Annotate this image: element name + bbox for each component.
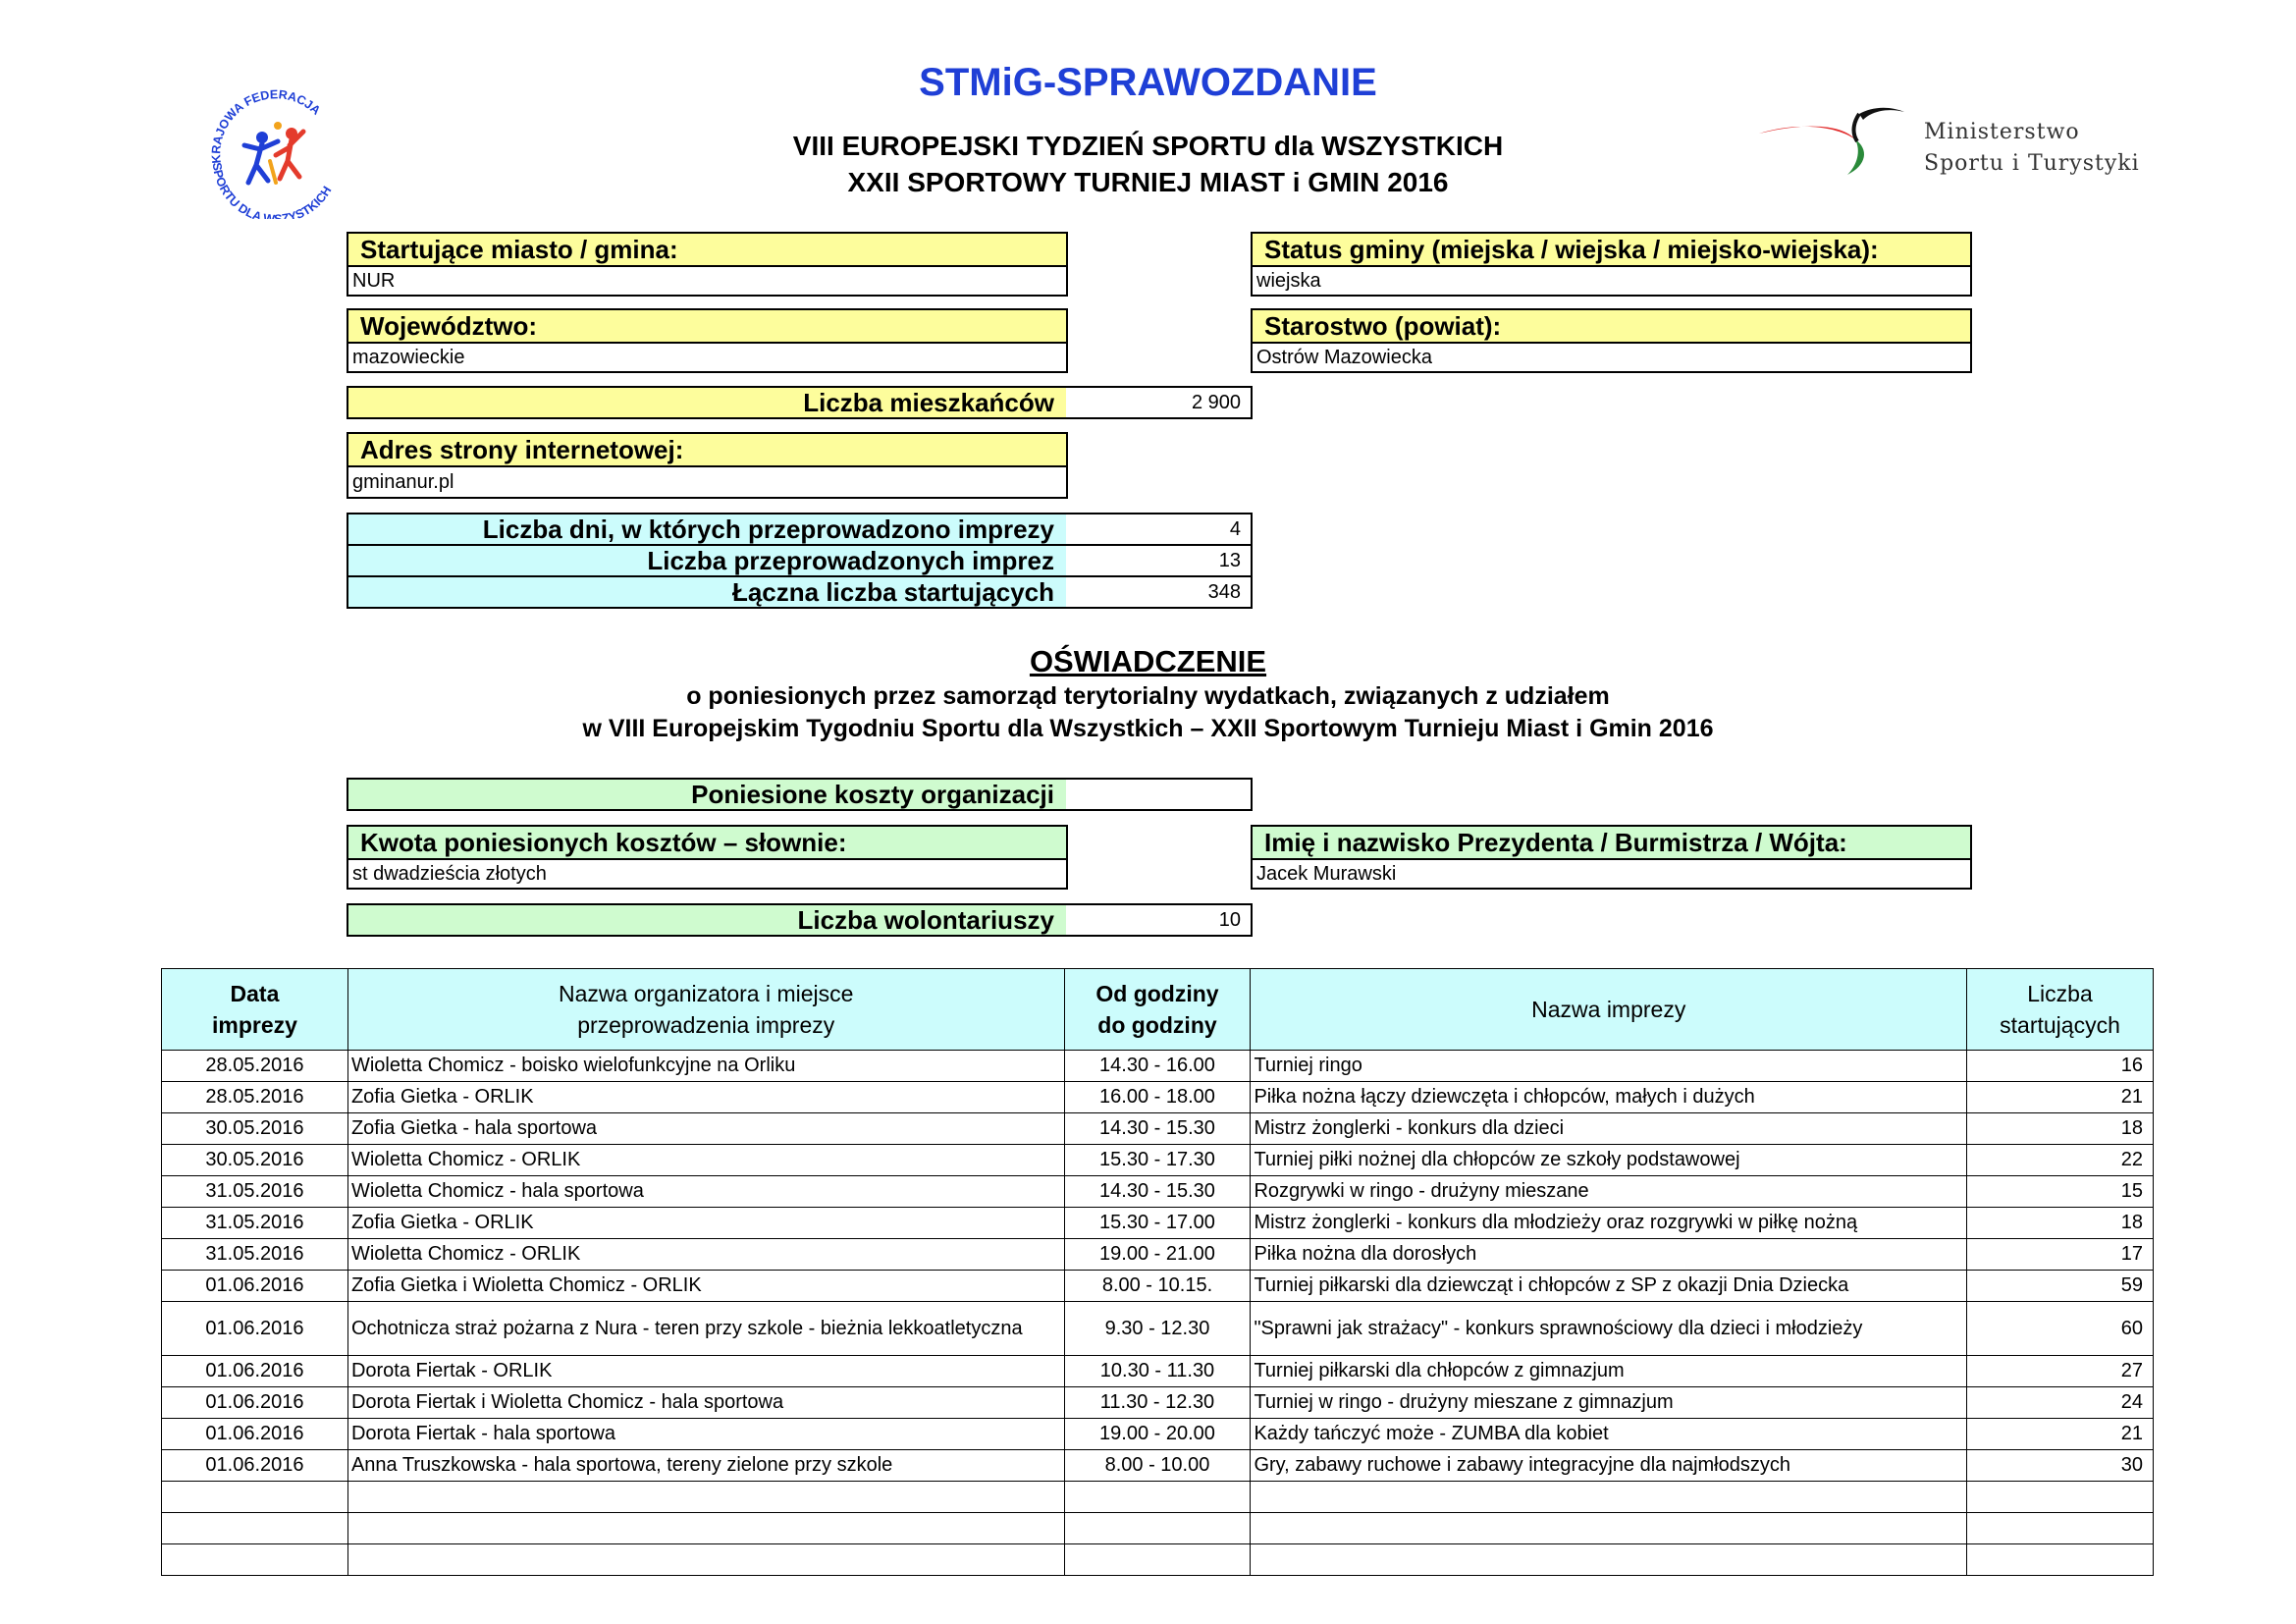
header-date xyxy=(162,969,348,1051)
county-value: Ostrów Mazowiecka xyxy=(1251,344,1972,373)
header-time-l1: Od godziny xyxy=(1095,981,1219,1006)
cell-date: 30.05.2016 xyxy=(162,1145,348,1176)
volunteers-label: Liczba wolontariuszy xyxy=(347,903,1068,937)
declaration-heading: OŚWIADCZENIE xyxy=(1029,644,1267,678)
cell-count: 21 xyxy=(1967,1419,2154,1450)
cell-count: 21 xyxy=(1967,1082,2154,1113)
table-header-row xyxy=(162,969,2154,1051)
participants-label: Łączna liczba startujących xyxy=(347,575,1068,609)
cell-count: 18 xyxy=(1967,1208,2154,1239)
table-row xyxy=(162,1176,2154,1208)
cell-date: 30.05.2016 xyxy=(162,1113,348,1145)
city-value: NUR xyxy=(347,267,1068,297)
cell-organizer: Wioletta Chomicz - ORLIK xyxy=(347,1239,1064,1271)
cell-time: 15.30 - 17.30 xyxy=(1064,1145,1251,1176)
county-label: Starostwo (powiat): xyxy=(1251,308,1972,344)
cell-date xyxy=(162,1513,348,1544)
cell-time xyxy=(1064,1482,1251,1513)
table-row xyxy=(162,1356,2154,1387)
website-label: Adres strony internetowej: xyxy=(347,432,1068,467)
cell-event-name: "Sprawni jak strażacy" - konkurs sprawnościowy dla dzieci i młodzieży xyxy=(1251,1302,1967,1356)
cell-date xyxy=(162,1482,348,1513)
amount-words-label: Kwota poniesionych kosztów – słownie: xyxy=(347,825,1068,860)
participants-value: 348 xyxy=(1066,575,1253,609)
cell-date: 01.06.2016 xyxy=(162,1419,348,1450)
cell-count xyxy=(1967,1544,2154,1576)
table-row xyxy=(162,1113,2154,1145)
cell-date: 31.05.2016 xyxy=(162,1208,348,1239)
population-value: 2 900 xyxy=(1066,386,1253,419)
cell-organizer xyxy=(347,1513,1064,1544)
cell-count: 24 xyxy=(1967,1387,2154,1419)
mayor-value: Jacek Murawski xyxy=(1251,860,1972,890)
events-table xyxy=(161,968,2154,1576)
amount-words-value: st dwadzieścia złotych xyxy=(347,860,1068,890)
cell-date: 01.06.2016 xyxy=(162,1387,348,1419)
cell-count: 27 xyxy=(1967,1356,2154,1387)
header-time xyxy=(1064,969,1251,1051)
cell-time: 19.00 - 21.00 xyxy=(1064,1239,1251,1271)
table-row xyxy=(162,1208,2154,1239)
cell-time: 8.00 - 10.00 xyxy=(1064,1450,1251,1482)
cell-event-name xyxy=(1251,1544,1967,1576)
header-date-l1: Data xyxy=(230,981,280,1006)
cell-time: 14.30 - 15.30 xyxy=(1064,1113,1251,1145)
status-value: wiejska xyxy=(1251,267,1972,297)
voivodeship-label: Województwo: xyxy=(347,308,1068,344)
cell-date: 01.06.2016 xyxy=(162,1450,348,1482)
cell-organizer: Anna Truszkowska - hala sportowa, tereny zielone przy szkole xyxy=(347,1450,1064,1482)
table-row xyxy=(162,1450,2154,1482)
header-count xyxy=(1967,969,2154,1051)
cell-count: 15 xyxy=(1967,1176,2154,1208)
cell-count: 17 xyxy=(1967,1239,2154,1271)
cell-time: 14.30 - 16.00 xyxy=(1064,1051,1251,1082)
header-date-l2: imprezy xyxy=(212,1012,297,1038)
cell-organizer: Ochotnicza straż pożarna z Nura - teren przy szkole - bieżnia lekkoatletyczna xyxy=(347,1302,1064,1356)
cell-time: 15.30 - 17.00 xyxy=(1064,1208,1251,1239)
days-label: Liczba dni, w których przeprowadzono imprezy xyxy=(347,513,1068,546)
cell-event-name: Mistrz żonglerki - konkurs dla dzieci xyxy=(1251,1113,1967,1145)
cell-count: 59 xyxy=(1967,1271,2154,1302)
costs-label: Poniesione koszty organizacji xyxy=(347,778,1068,811)
table-row xyxy=(162,1051,2154,1082)
cell-event-name: Turniej piłkarski dla dziewcząt i chłopców z SP z okazji Dnia Dziecka xyxy=(1251,1271,1967,1302)
table-row xyxy=(162,1387,2154,1419)
cell-count: 60 xyxy=(1967,1302,2154,1356)
cell-event-name: Turniej ringo xyxy=(1251,1051,1967,1082)
cell-time: 16.00 - 18.00 xyxy=(1064,1082,1251,1113)
cell-event-name xyxy=(1251,1482,1967,1513)
cell-event-name: Piłka nożna łączy dziewczęta i chłopców, małych i dużych xyxy=(1251,1082,1967,1113)
days-value: 4 xyxy=(1066,513,1253,546)
cell-count: 30 xyxy=(1967,1450,2154,1482)
status-label: Status gminy (miejska / wiejska / miejsko-wiejska): xyxy=(1251,232,1972,267)
header-count-l1: Liczba xyxy=(2027,981,2093,1006)
event-title-line1: VIII EUROPEJSKI TYDZIEŃ SPORTU dla WSZYSTKICH xyxy=(792,131,1504,161)
cell-event-name: Każdy tańczyć może - ZUMBA dla kobiet xyxy=(1251,1419,1967,1450)
voivodeship-value: mazowieckie xyxy=(347,344,1068,373)
cell-date: 31.05.2016 xyxy=(162,1176,348,1208)
cell-organizer: Wioletta Chomicz - ORLIK xyxy=(347,1145,1064,1176)
cell-event-name: Turniej piłki nożnej dla chłopców ze szkoły podstawowej xyxy=(1251,1145,1967,1176)
cell-organizer: Wioletta Chomicz - boisko wielofunkcyjne na Orliku xyxy=(347,1051,1064,1082)
events-label: Liczba przeprowadzonych imprez xyxy=(347,544,1068,577)
cell-event-name: Gry, zabawy ruchowe i zabawy integracyjne dla najmłodszych xyxy=(1251,1450,1967,1482)
cell-count: 16 xyxy=(1967,1051,2154,1082)
cell-organizer xyxy=(347,1544,1064,1576)
cell-organizer xyxy=(347,1482,1064,1513)
costs-value xyxy=(1066,778,1253,811)
cell-event-name: Rozgrywki w ringo - drużyny mieszane xyxy=(1251,1176,1967,1208)
cell-count xyxy=(1967,1513,2154,1544)
cell-time: 9.30 - 12.30 xyxy=(1064,1302,1251,1356)
table-row xyxy=(162,1482,2154,1513)
header-org-l2: przeprowadzenia imprezy xyxy=(577,1012,835,1038)
table-row xyxy=(162,1302,2154,1356)
cell-count xyxy=(1967,1482,2154,1513)
ministry-name-line2: Sportu i Turystyki xyxy=(1924,151,2140,176)
cell-event-name: Mistrz żonglerki - konkurs dla młodzieży oraz rozgrywki w piłkę nożną xyxy=(1251,1208,1967,1239)
cell-organizer: Dorota Fiertak i Wioletta Chomicz - hala sportowa xyxy=(347,1387,1064,1419)
cell-date: 01.06.2016 xyxy=(162,1302,348,1356)
cell-date: 31.05.2016 xyxy=(162,1239,348,1271)
header-org-l1: Nazwa organizatora i miejsce xyxy=(559,981,854,1006)
cell-time: 8.00 - 10.15. xyxy=(1064,1271,1251,1302)
cell-count: 18 xyxy=(1967,1113,2154,1145)
logo-text-bottom: SPORTU DLA W ZYSTKICH xyxy=(209,161,335,219)
cell-date: 28.05.2016 xyxy=(162,1082,348,1113)
cell-organizer: Wioletta Chomicz - hala sportowa xyxy=(347,1176,1064,1208)
cell-date: 01.06.2016 xyxy=(162,1271,348,1302)
header-name-text: Nazwa imprezy xyxy=(1531,997,1686,1022)
cell-date: 28.05.2016 xyxy=(162,1051,348,1082)
header-organizer xyxy=(347,969,1064,1051)
cell-organizer: Zofia Gietka - ORLIK xyxy=(347,1208,1064,1239)
cell-count: 22 xyxy=(1967,1145,2154,1176)
population-label: Liczba mieszkańców xyxy=(347,386,1068,419)
header-time-l2: do godziny xyxy=(1097,1012,1217,1038)
cell-date xyxy=(162,1544,348,1576)
cell-event-name: Piłka nożna dla dorosłych xyxy=(1251,1239,1967,1271)
cell-event-name xyxy=(1251,1513,1967,1544)
cell-organizer: Dorota Fiertak - ORLIK xyxy=(347,1356,1064,1387)
table-row xyxy=(162,1082,2154,1113)
city-label: Startujące miasto / gmina: xyxy=(347,232,1068,267)
logo-text-top: KRAJOWA FEDERACJA xyxy=(209,87,324,164)
table-row xyxy=(162,1513,2154,1544)
table-row xyxy=(162,1419,2154,1450)
cell-event-name: Turniej piłkarski dla chłopców z gimnazjum xyxy=(1251,1356,1967,1387)
ministry-name-line1: Ministerstwo xyxy=(1924,120,2080,144)
cell-time: 14.30 - 15.30 xyxy=(1064,1176,1251,1208)
table-row xyxy=(162,1145,2154,1176)
cell-time: 10.30 - 11.30 xyxy=(1064,1356,1251,1387)
table-row xyxy=(162,1239,2154,1271)
cell-time: 19.00 - 20.00 xyxy=(1064,1419,1251,1450)
cell-organizer: Zofia Gietka - ORLIK xyxy=(347,1082,1064,1113)
website-value: gminanur.pl xyxy=(347,467,1068,499)
cell-time: 11.30 - 12.30 xyxy=(1064,1387,1251,1419)
declaration-line1: o poniesionych przez samorząd terytorialny wydatkach, związanych z udziałem xyxy=(686,682,1610,710)
table-row xyxy=(162,1271,2154,1302)
cell-time xyxy=(1064,1544,1251,1576)
events-value: 13 xyxy=(1066,544,1253,577)
declaration-line2: w VIII Europejskim Tygodniu Sportu dla Wszystkich – XXII Sportowym Turnieju Miast i Gmin 2016 xyxy=(582,715,1714,742)
cell-organizer: Zofia Gietka - hala sportowa xyxy=(347,1113,1064,1145)
cell-event-name: Turniej w ringo - drużyny mieszane z gimnazjum xyxy=(1251,1387,1967,1419)
event-title-line2: XXII SPORTOWY TURNIEJ MIAST i GMIN 2016 xyxy=(847,167,1449,197)
table-row xyxy=(162,1544,2154,1576)
mayor-label: Imię i nazwisko Prezydenta / Burmistrza / Wójta: xyxy=(1251,825,1972,860)
cell-organizer: Dorota Fiertak - hala sportowa xyxy=(347,1419,1064,1450)
cell-organizer: Zofia Gietka i Wioletta Chomicz - ORLIK xyxy=(347,1271,1064,1302)
report-title: STMiG-SPRAWOZDANIE xyxy=(919,61,1377,104)
header-count-l2: startujących xyxy=(2000,1012,2120,1038)
volunteers-value: 10 xyxy=(1066,903,1253,937)
cell-time xyxy=(1064,1513,1251,1544)
cell-date: 01.06.2016 xyxy=(162,1356,348,1387)
header-event-name xyxy=(1251,969,1967,1051)
